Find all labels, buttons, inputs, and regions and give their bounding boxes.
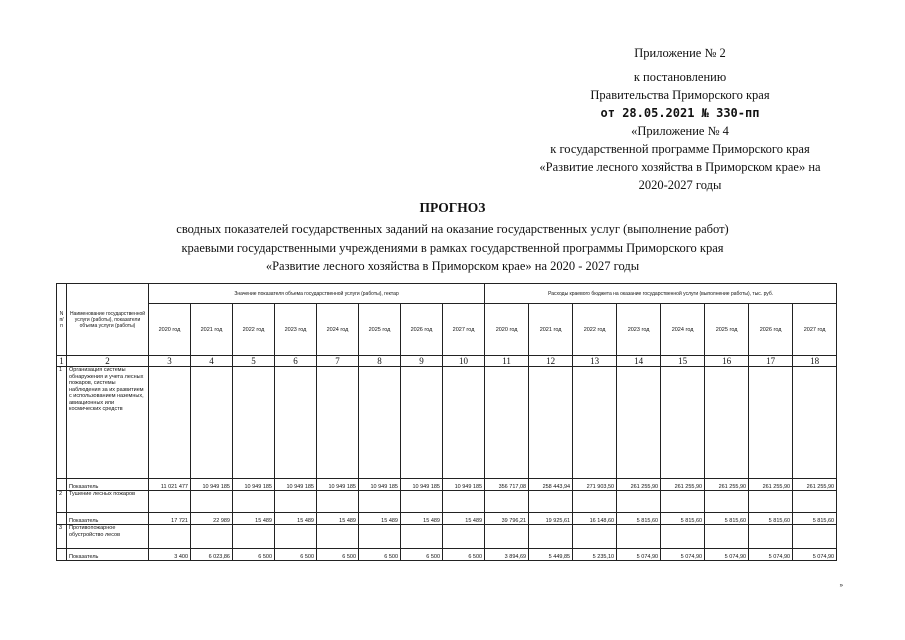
year-header: 2027 год [793,304,837,356]
closing-quote-mark: » [839,583,843,589]
value-cell: 6 500 [233,549,275,561]
value-cell: 15 489 [233,513,275,525]
year-header: 2026 год [401,304,443,356]
value-cell: 5 815,60 [661,513,705,525]
section-row [57,525,837,549]
value-cell: 258 443,94 [529,479,573,491]
section-index: 2 [57,491,67,513]
value-cell: 5 074,90 [617,549,661,561]
col-number: 2 [67,356,149,367]
value-cell: 5 235,10 [573,549,617,561]
col-number: 18 [793,356,837,367]
value-cell: 39 796,21 [485,513,529,525]
to-resolution: к постановлению [633,70,727,84]
value-cell: 22 989 [191,513,233,525]
value-cell: 5 815,60 [705,513,749,525]
value-cell: 11 021 477 [149,479,191,491]
indicator-row [57,513,837,525]
to-program: к государственной программе Приморского края [550,142,810,156]
header-row-1 [57,284,837,304]
section-row [57,367,837,479]
col-number: 5 [233,356,275,367]
group-volume-header: Значение показателя объема государственной услуги (работы), гектар [149,284,485,304]
value-cell: 10 949 185 [275,479,317,491]
year-header: 2020 год [485,304,529,356]
forecast-table [56,283,837,561]
value-cell: 17 721 [149,513,191,525]
subtitle-line-3: «Развитие лесного хозяйства в Приморском крае» на 2020 - 2027 годы [265,259,640,273]
year-header: 2024 год [661,304,705,356]
value-cell: 5 815,60 [793,513,837,525]
value-cell: 356 717,08 [485,479,529,491]
value-cell: 261 255,90 [793,479,837,491]
year-header: 2023 год [617,304,661,356]
resolution-stamp: от 28.05.2021 № 330-пп [600,106,760,120]
section-index: 3 [57,525,67,549]
section-name: Тушение лесных пожаров [67,491,149,513]
value-cell: 15 489 [275,513,317,525]
value-cell: 10 949 185 [401,479,443,491]
value-cell: 6 023,86 [191,549,233,561]
indicator-label: Показатель [67,549,149,561]
year-header: 2022 год [573,304,617,356]
value-cell: 15 489 [443,513,485,525]
value-cell: 261 255,90 [705,479,749,491]
value-cell: 15 489 [401,513,443,525]
year-header: 2021 год [191,304,233,356]
section-row [57,491,837,513]
value-cell: 5 815,60 [617,513,661,525]
value-cell: 6 500 [443,549,485,561]
column-number-row [57,356,837,367]
value-cell: 5 449,85 [529,549,573,561]
col-num-header: N п/п [57,284,67,356]
col-number: 1 [57,356,67,367]
value-cell: 10 949 185 [191,479,233,491]
value-cell: 19 925,61 [529,513,573,525]
value-cell: 5 815,60 [749,513,793,525]
value-cell: 261 255,90 [617,479,661,491]
col-number: 15 [661,356,705,367]
value-cell: 10 949 185 [443,479,485,491]
year-header: 2022 год [233,304,275,356]
government-name: Правительства Приморского края [590,88,770,102]
value-cell: 5 074,90 [749,549,793,561]
year-header: 2026 год [749,304,793,356]
value-cell: 15 489 [317,513,359,525]
col-number: 13 [573,356,617,367]
col-number: 6 [275,356,317,367]
col-number: 7 [317,356,359,367]
appendix-4: «Приложение № 4 [631,124,729,138]
value-cell: 15 489 [359,513,401,525]
document-title: ПРОГНОЗ [419,200,486,215]
value-cell: 271 903,50 [573,479,617,491]
value-cell: 10 949 185 [359,479,401,491]
col-number: 4 [191,356,233,367]
col-number: 12 [529,356,573,367]
col-number: 16 [705,356,749,367]
year-header: 2025 год [359,304,401,356]
year-header: 2023 год [275,304,317,356]
program-name: «Развитие лесного хозяйства в Приморском крае» на [539,160,821,174]
col-number: 9 [401,356,443,367]
col-name-header: Наименование государственной услуги (работы), показатели объема услуги (работы) [67,284,149,356]
group-expense-header: Расходы краевого бюджета на оказание государственной услуги (выполнение работы), тыс. руб. [485,284,837,304]
section-index: 1 [57,367,67,479]
col-number: 11 [485,356,529,367]
col-number: 14 [617,356,661,367]
col-number: 3 [149,356,191,367]
year-header: 2027 год [443,304,485,356]
year-header: 2025 год [705,304,749,356]
indicator-row [57,549,837,561]
appendix-number: Приложение № 2 [634,46,726,60]
section-name: Организация системы обнаружения и учета лесных пожаров, системы наблюдения за их развитием с использованием наземных, авиационных или космических средств [67,367,149,479]
value-cell: 261 255,90 [661,479,705,491]
appendix-header [515,44,845,194]
value-cell: 10 949 185 [317,479,359,491]
subtitle-line-2: краевыми государственными учреждениями в рамках государственной программы Приморского края [181,240,724,255]
indicator-label: Показатель [67,513,149,525]
col-number: 8 [359,356,401,367]
value-cell: 10 949 185 [233,479,275,491]
col-number: 17 [749,356,793,367]
value-cell: 6 500 [275,549,317,561]
value-cell: 6 500 [359,549,401,561]
year-header: 2020 год [149,304,191,356]
section-name: Противопожарное обустройство лесов [67,525,149,549]
value-cell: 3 894,69 [485,549,529,561]
document-subtitle [90,220,815,276]
year-header: 2021 год [529,304,573,356]
indicator-row [57,479,837,491]
value-cell: 16 148,60 [573,513,617,525]
indicator-label: Показатель [67,479,149,491]
year-header: 2024 год [317,304,359,356]
program-period: 2020-2027 годы [638,178,722,192]
value-cell: 261 255,90 [749,479,793,491]
col-number: 10 [443,356,485,367]
subtitle-line-1: сводных показателей государственных заданий на оказание государственных услуг (выполнение работ) [176,222,729,236]
header-row-years [57,304,837,356]
value-cell: 5 074,90 [793,549,837,561]
value-cell: 5 074,90 [705,549,749,561]
value-cell: 3 400 [149,549,191,561]
value-cell: 6 500 [401,549,443,561]
value-cell: 5 074,90 [661,549,705,561]
value-cell: 6 500 [317,549,359,561]
